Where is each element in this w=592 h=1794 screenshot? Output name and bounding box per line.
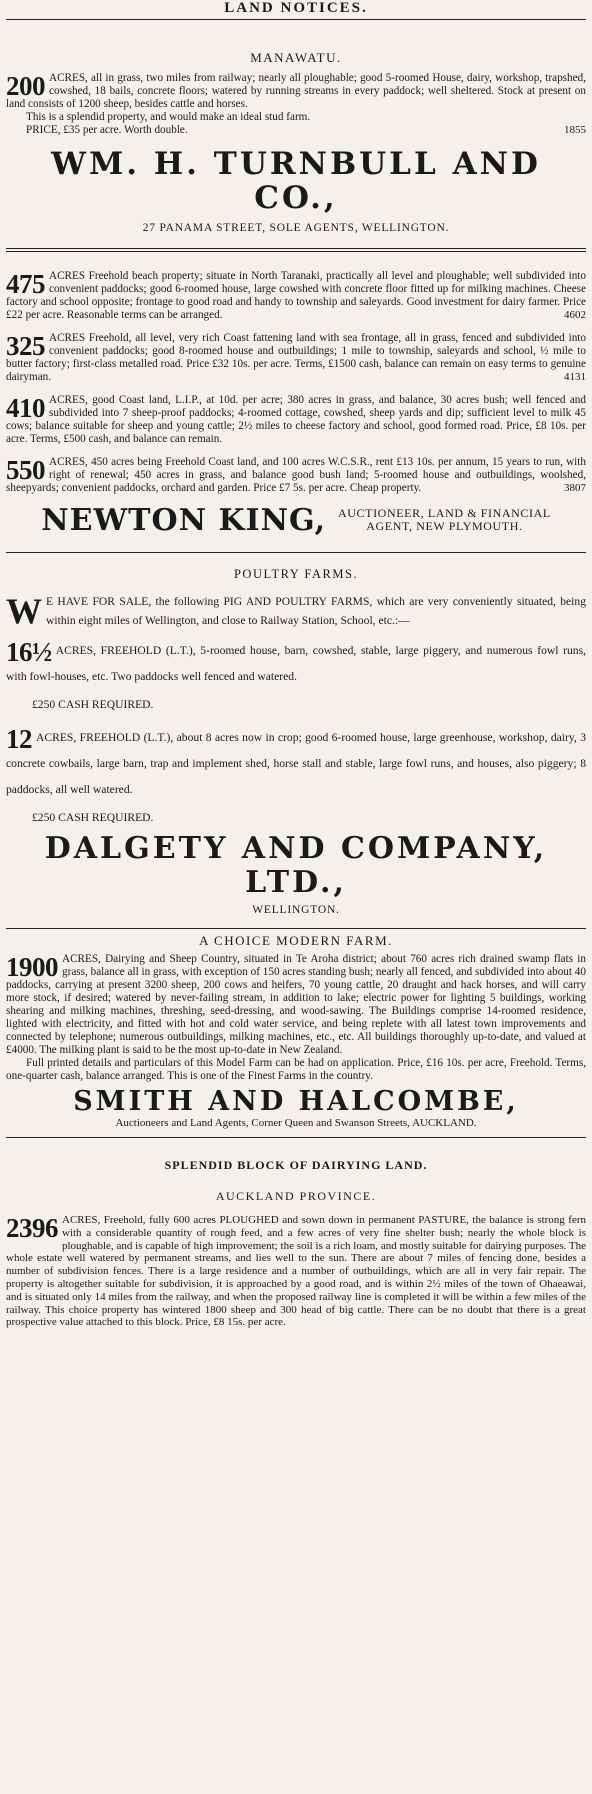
cash-required: £250 CASH REQUIRED. bbox=[32, 811, 154, 824]
listing-price bbox=[6, 124, 586, 137]
listing bbox=[6, 394, 586, 446]
acreage-number: 475 bbox=[6, 269, 45, 299]
listing-text: ACRES, good Coast land, L.I.P., at 10d. per acre; 380 acres in grass, and balance, 30 acres bush; well fenced and subdivided into 7 sheep-proof paddocks; 4-roomed cottage, cowshed, sheep yards and dip; sufficient level to milk 45 cows; balance suitable for sheep and young cattle; 2½ miles to cheese factory and school, good formed road. Price, £8 10s. per acre. Terms, £500 cash, and balance can remain. bbox=[6, 394, 586, 445]
divider bbox=[6, 251, 586, 252]
poultry-intro bbox=[6, 592, 586, 630]
acreage-number: 16½ bbox=[6, 637, 52, 667]
price-text: PRICE, £35 per acre. Worth double. bbox=[26, 124, 188, 136]
listing bbox=[6, 1214, 586, 1329]
acreage-number: 12 bbox=[6, 724, 32, 754]
modern-farm-ad bbox=[6, 933, 586, 1083]
divider bbox=[6, 1137, 586, 1138]
agent-name: SMITH AND HALCOMBE, bbox=[73, 1086, 519, 1117]
dairying-heading: SPLENDID BLOCK OF DAIRYING LAND. bbox=[164, 1158, 428, 1172]
newton-king-agent bbox=[6, 503, 586, 538]
taranaki-ads bbox=[6, 270, 586, 495]
acreage-number: 325 bbox=[6, 331, 45, 361]
divider bbox=[6, 19, 586, 20]
poultry-heading: POULTRY FARMS. bbox=[233, 567, 359, 581]
intro-text: E HAVE FOR SALE, the following PIG AND POULTRY FARMS, which are very conveniently situated, being within eight miles of Wellington, and close to Railway Station, School, etc.:— bbox=[46, 595, 586, 627]
agent-name: DALGETY AND COMPANY, LTD., bbox=[44, 831, 548, 900]
ref-number: 4131 bbox=[564, 371, 586, 383]
manawatu-heading: MANAWATU. bbox=[250, 50, 342, 65]
drop-cap: W bbox=[6, 591, 42, 631]
acreage-number: 1900 bbox=[6, 952, 58, 982]
dairying-subheading: AUCKLAND PROVINCE. bbox=[215, 1189, 377, 1203]
listing-text bbox=[6, 332, 586, 384]
ref-number: 1855 bbox=[564, 124, 586, 136]
dalgety-agent bbox=[6, 832, 586, 916]
agent-description bbox=[338, 503, 551, 533]
listing bbox=[6, 638, 586, 711]
listing bbox=[6, 72, 586, 137]
poultry-farms-ad bbox=[6, 567, 586, 824]
page-title: LAND NOTICES. bbox=[224, 0, 368, 16]
smith-halcombe-agent bbox=[6, 1087, 586, 1129]
listing-text: ACRES, Dairying and Sheep Country, situated in Te Aroha district; about 760 acres rich drained swamp flats in grass, balance all in grass, with exception of 150 acres standing bush; nearly all fenced, and subdivided into about 40 paddocks, carrying at present 3200 sheep, 200 cows and heifers, 70 young cattle, 20 draught and hack horses, and will carry more stock, if desired; watered by never-failing stream, in addition to lake; electric power for lighting 5 buildings, working shearing and milking machines, threshing, seed-dressing, and wood-sawing. The Buildings comprise 14-roomed residence, lighted with electricity, and fitted with hot and cold water service, and being replete with all latest town improvements and connected by telephone; numerous outbuildings, milking machines, etc., etc. All buildings thoroughly up-to-date, and valued at £4000. The milking plant is said to be the most up-to-date in New Zealand. bbox=[6, 953, 586, 1056]
agent-name: NEWTON KING, bbox=[41, 503, 327, 538]
divider bbox=[6, 248, 586, 249]
divider bbox=[6, 552, 586, 553]
listing-text: ACRES, FREEHOLD (L.T.), 5-roomed house, barn, cowshed, stable, large piggery, and numerous fowl runs, with fowl-houses, etc. Two paddocks well fenced and watered. bbox=[6, 644, 586, 683]
ref-number: 3807 bbox=[564, 482, 586, 494]
listing bbox=[6, 270, 586, 322]
modern-farm-heading: A CHOICE MODERN FARM. bbox=[199, 933, 393, 948]
listing-text bbox=[6, 456, 586, 495]
listing bbox=[6, 725, 586, 824]
listing bbox=[6, 456, 586, 495]
listing-text-2: Full printed details and particulars of this Model Farm can be had on application. Price, £16 10s. per acre, Freehold. Terms, one-quarter cash, balance arranged. This is one of the Finest Farms in the country. bbox=[6, 1057, 586, 1082]
cash-required: £250 CASH REQUIRED. bbox=[32, 698, 154, 711]
listing-text: ACRES, Freehold, fully 600 acres PLOUGHED and sown down in permanent PASTURE, the balance is strong fern with a considerable quantity of rough feed, and a few acres of very fine shelter bush; nearly the whole block is ploughable, and is capable of high improvement; the soil is a rich loam, and mostly suitable for dairying purposes. The whole estate well watered by permanent streams, and lies well to the sun. There are about 7 miles of fencing done, besides a number of subdivision fences. There is a large residence and a number of outbuildings, which are all in very fair repair. The property is altogether suitable for subdivision, it is approached by a good road, and is within 2½ miles of the town of Ohaeawai, and is situated only 14 miles from the railway, and when the proposed railway line is completed it will be within a few miles of the railway. This choice property has wintered 1800 sheep and 300 head of big cattle. There can be no doubt that there is a great prospective value attached to this block. Price, £8 15s. per acre. bbox=[6, 1214, 586, 1329]
listing-body: ACRES, 450 acres being Freehold Coast land, and 100 acres W.C.S.R., rent £13 10s. per annum, 15 years to run, with right of renewal; 450 acres in grass, and balance good bush land; 5-roomed house and outbuildings, woolshed, sheepyards; convenient paddocks, orchard and garden. Price £7 5s. per acre. Cheap property. bbox=[6, 456, 586, 494]
ref-number: 4602 bbox=[564, 309, 586, 321]
turnbull-agent bbox=[6, 147, 586, 234]
divider bbox=[6, 928, 586, 929]
listing-text: ACRES, FREEHOLD (L.T.), about 8 acres now in crop; good 6-roomed house, large greenhouse, workshop, dairy, 3 concrete cowbails, large barn, trap and implement shed, horse stall and stable, large fowl runs, and houses, also piggery; 8 paddocks, all well watered. bbox=[6, 731, 586, 796]
dairying-land-ad bbox=[6, 1158, 586, 1329]
listing-text-2: This is a splendid property, and would make an ideal stud farm. bbox=[26, 111, 311, 123]
acreage-number: 200 bbox=[6, 71, 45, 101]
listing-body: ACRES Freehold beach property; situate in North Taranaki, practically all level and ploughable; well subdivided into convenient paddocks; good 6-roomed house, large cowshed with concrete floor fitted up for milking machines. Cheese factory and school opposite; frontage to good road and handy to township and saleyards. Good investment for dairy farmer. Price £22 per acre. Reasonable terms can be arranged. bbox=[6, 270, 586, 321]
acreage-number: 410 bbox=[6, 393, 45, 423]
listing bbox=[6, 953, 586, 1083]
agent-description-line-2: AGENT, NEW PLYMOUTH. bbox=[366, 519, 523, 533]
agent-name: WM. H. TURNBULL AND CO., bbox=[51, 146, 541, 216]
listing bbox=[6, 332, 586, 384]
listing-body: ACRES Freehold, all level, very rich Coast fattening land with sea frontage, all in grass, fenced and subdivided into convenient paddocks; good 8-roomed house and outbuildings; 1 mile to township, saleyards and school, ½ mile to butter factory; first-class metalled road. Price £32 10s. per acre. Terms, £1500 cash, balance can remain on easy terms to genuine dairyman. bbox=[6, 332, 586, 383]
acreage-number: 550 bbox=[6, 455, 45, 485]
acreage-number: 2396 bbox=[6, 1213, 58, 1243]
listing-text: ACRES, all in grass, two miles from railway; nearly all ploughable; good 5-roomed House, dairy, workshop, trapshed, cowshed, 18 bails, concrete floors; watered by running streams in every paddock; well sheltered. Stock at present on land consists of 1200 sheep, besides cattle and horses. bbox=[6, 72, 586, 110]
manawatu-ad bbox=[6, 50, 586, 137]
listing-text bbox=[6, 270, 586, 322]
agent-address: 27 PANAMA STREET, SOLE AGENTS, WELLINGTON. bbox=[142, 222, 450, 234]
agent-address: Auctioneers and Land Agents, Corner Queen and Swanson Streets, AUCKLAND. bbox=[115, 1117, 477, 1129]
agent-city: WELLINGTON. bbox=[252, 904, 340, 916]
agent-description-line-1: AUCTIONEER, LAND & FINANCIAL bbox=[338, 506, 551, 520]
